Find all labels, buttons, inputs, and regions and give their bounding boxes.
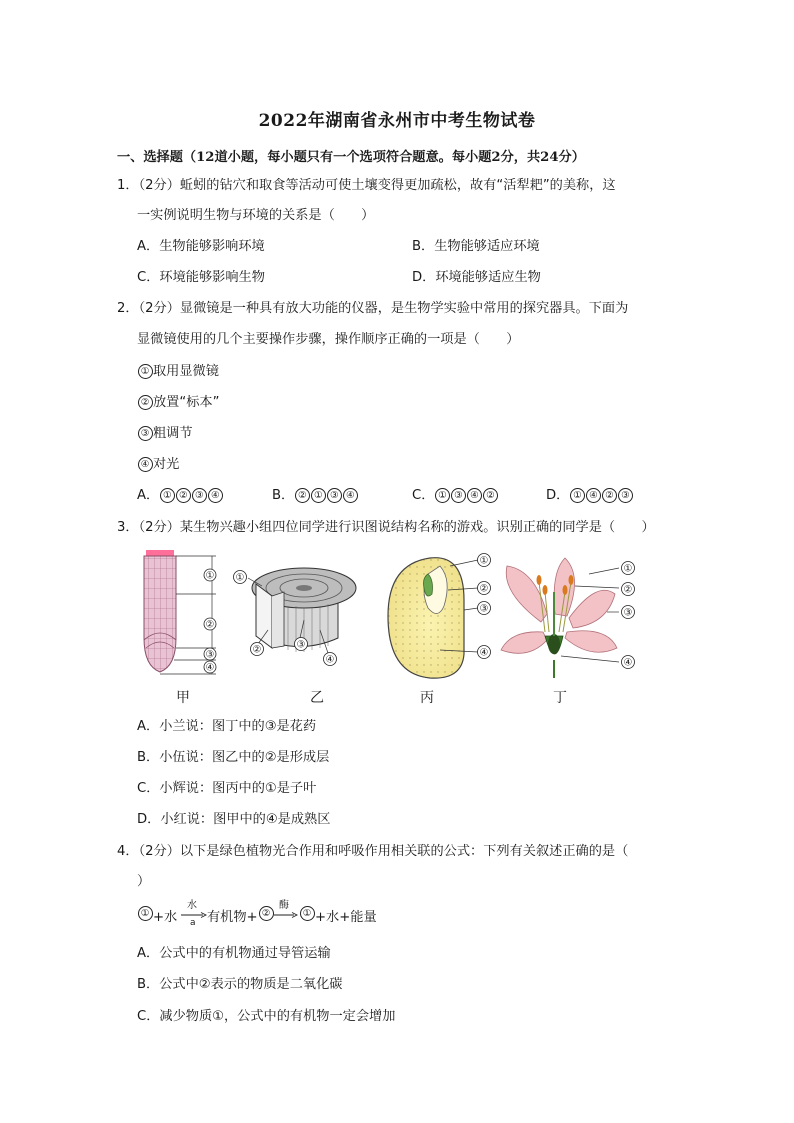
label-mark: ① [479, 555, 489, 567]
q3-option-b[interactable]: B．小伍说：图乙中的②是形成层 [137, 750, 330, 765]
label-mark: ① [235, 572, 245, 584]
label-mark: ② [252, 644, 262, 656]
seq-badge: ③ [192, 488, 207, 503]
step-number-badge: ④ [138, 457, 153, 472]
seq-badge: ④ [586, 488, 601, 503]
figure-label-yi: 乙 [310, 690, 324, 706]
q3-stem-line1: 3．（2分）某生物兴趣小组四位同学进行识图说结构名称的游戏。识别正确的同学是（ ） [117, 520, 655, 535]
petal [565, 631, 617, 653]
reaction-arrow-icon [274, 912, 298, 918]
seq-badge: ① [160, 488, 175, 503]
label-mark: ④ [479, 647, 489, 659]
formula-arrow2-top: 酶 [279, 900, 289, 911]
q1-stem-line2: 一实例说明生物与环境的关系是（ ） [137, 208, 375, 223]
ovary [548, 634, 560, 654]
reaction-formula [137, 896, 497, 926]
seq-badge: ③ [451, 488, 466, 503]
pith [296, 585, 312, 591]
seq-badge: ④ [467, 488, 482, 503]
q4-stem-line2: ） [137, 874, 151, 889]
label-mark: ④ [623, 657, 633, 669]
q2-option-b[interactable] [272, 486, 358, 506]
step-text: 放置“标本” [153, 395, 220, 410]
option-letter: C． [412, 488, 435, 503]
woody-stem-figure [228, 550, 378, 670]
formula-arrow1-bottom: a [190, 918, 196, 928]
seed-figure [380, 550, 500, 685]
label-mark: ① [205, 570, 215, 582]
seq-badge: ② [483, 488, 498, 503]
q2-option-d[interactable] [546, 486, 633, 506]
label-mark: ② [479, 583, 489, 595]
seq-badge: ④ [208, 488, 223, 503]
step-number-badge: ③ [138, 426, 153, 441]
petal [501, 632, 547, 654]
q3-option-c[interactable]: C．小辉说：图丙中的①是子叶 [137, 781, 317, 796]
petal [569, 590, 615, 628]
label-mark: ① [623, 563, 633, 575]
seq-badge: ① [570, 488, 585, 503]
step-text: 取用显微镜 [153, 364, 219, 379]
step-number-badge: ② [138, 395, 153, 410]
formula-products: +水+能量 [315, 910, 377, 925]
figure-label-bing: 丙 [420, 690, 434, 706]
q2-step-1 [137, 362, 219, 382]
formula-arrow1-top: 水 [187, 900, 197, 911]
q2-step-3 [137, 424, 193, 444]
option-letter: B． [272, 488, 295, 503]
formula-mark-2: ② [259, 906, 274, 921]
seq-badge: ③ [618, 488, 633, 503]
root-body [144, 556, 176, 672]
q4-stem-line1: 4．（2分）以下是绿色植物光合作用和呼吸作用相关联的公式：下列有关叙述正确的是（ [117, 844, 629, 859]
label-mark: ② [623, 584, 633, 596]
cambium-strip [272, 592, 284, 648]
q2-option-c[interactable] [412, 486, 498, 506]
label-mark: ③ [205, 649, 215, 661]
formula-mark-1: ① [138, 906, 153, 921]
seq-badge: ③ [327, 488, 342, 503]
q3-option-a[interactable]: A．小兰说：图丁中的③是花药 [137, 719, 317, 734]
q1-option-b[interactable]: B．生物能够适应环境 [412, 239, 540, 254]
root-hair-tip-mark [146, 550, 174, 556]
q1-stem-line1: 1．（2分）蚯蚓的钻穴和取食等活动可使土壤变得更加疏松，故有“活犁耙”的美称，这 [117, 178, 616, 193]
q4-option-b[interactable]: B．公式中②表示的物质是二氧化碳 [137, 977, 343, 992]
flower-figure [495, 552, 645, 682]
q1-option-d[interactable]: D．环境能够适应生物 [412, 270, 541, 285]
formula-organic-plus: 有机物+ [207, 910, 258, 925]
seq-badge: ② [176, 488, 191, 503]
q2-option-a[interactable] [137, 486, 223, 506]
seq-badge: ① [435, 488, 450, 503]
step-number-badge: ① [138, 364, 153, 379]
q1-option-c[interactable]: C．环境能够影响生物 [137, 270, 265, 285]
q1-option-a[interactable]: A．生物能够影响环境 [137, 239, 265, 254]
section-heading: 一、选择题（12道小题，每小题只有一个选项符合题意。每小题2分，共24分） [117, 150, 585, 165]
q2-stem-line1: 2．（2分）显微镜是一种具有放大功能的仪器，是生物学实验中常用的探究器具。下面为 [117, 301, 629, 316]
q2-step-2 [137, 393, 219, 413]
label-mark: ③ [479, 603, 489, 615]
figure-label-jia: 甲 [176, 690, 190, 706]
label-mark: ④ [325, 654, 335, 666]
q2-step-4 [137, 455, 179, 475]
step-text: 粗调节 [153, 426, 193, 441]
seq-badge: ② [295, 488, 310, 503]
q4-option-c[interactable]: C．减少物质①，公式中的有机物一定会增加 [137, 1009, 396, 1024]
option-letter: A． [137, 488, 160, 503]
seq-badge: ① [311, 488, 326, 503]
figure-label-ding: 丁 [553, 690, 567, 706]
formula-water-plus: +水 [153, 910, 178, 925]
root-tip-figure [136, 548, 228, 680]
q2-stem-line2: 显微镜使用的几个主要操作步骤，操作顺序正确的一项是（ ） [137, 332, 520, 347]
page-title: 2022年湖南省永州市中考生物试卷 [258, 111, 536, 131]
formula-mark-3: ① [300, 906, 315, 921]
label-mark: ② [205, 619, 215, 631]
seq-badge: ② [602, 488, 617, 503]
label-mark: ③ [623, 607, 633, 619]
q4-option-a[interactable]: A．公式中的有机物通过导管运输 [137, 946, 331, 961]
step-text: 对光 [153, 457, 180, 472]
seq-badge: ④ [343, 488, 358, 503]
option-letter: D． [546, 488, 570, 503]
label-mark: ④ [205, 662, 215, 674]
q3-option-d[interactable]: D．小红说：图甲中的④是成熟区 [137, 812, 331, 827]
label-mark: ③ [296, 639, 306, 651]
bark-strip [256, 584, 272, 648]
